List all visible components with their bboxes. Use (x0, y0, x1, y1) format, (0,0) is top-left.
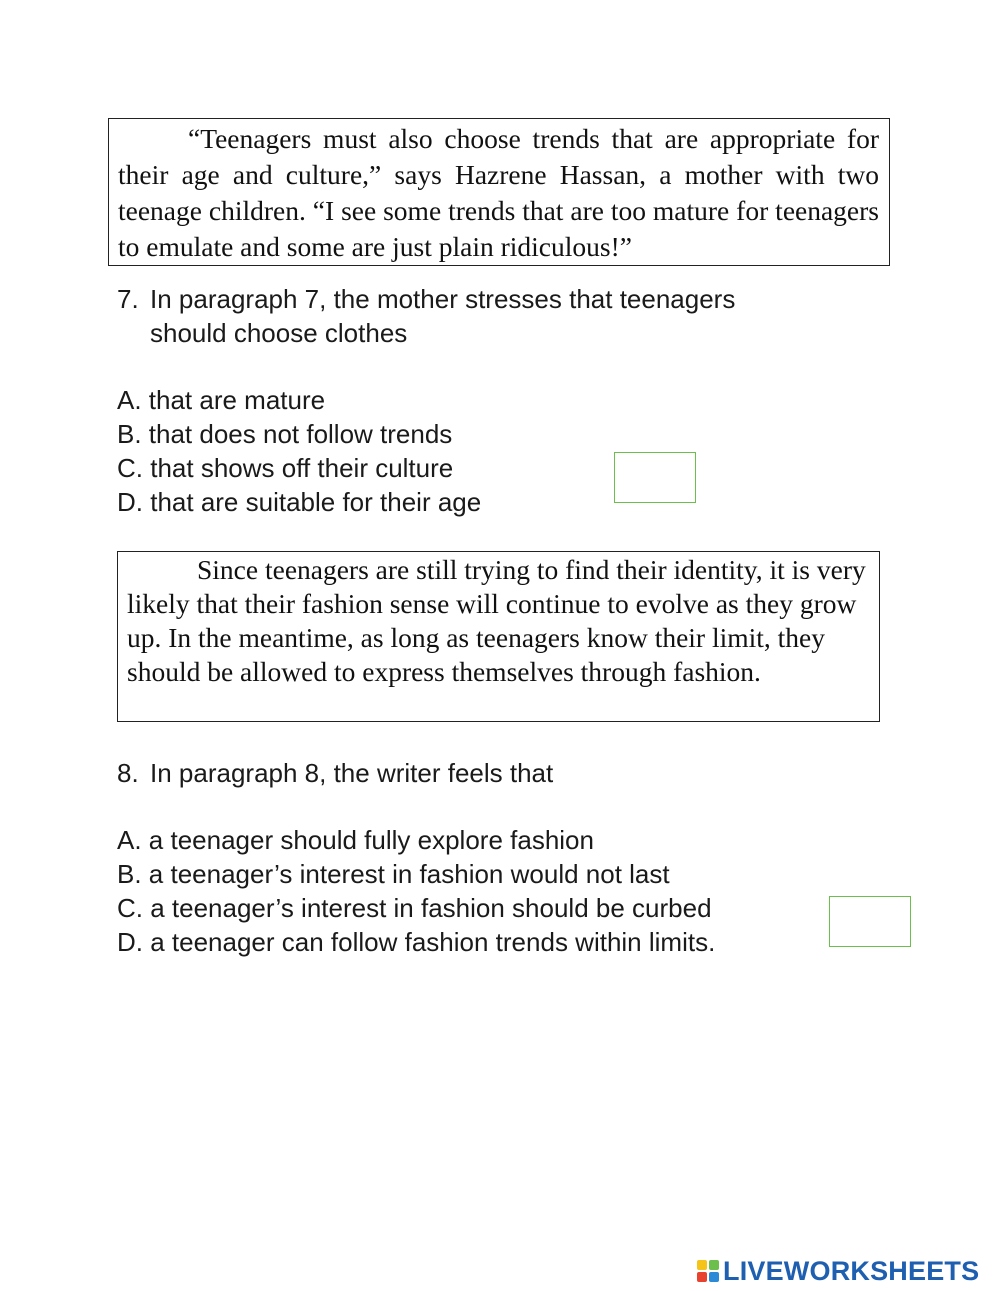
question-7-number: 7. (117, 284, 139, 314)
passage-7-text: “Teenagers must also choose trends that are appropriate for their age and culture,” says Hazrene Hassan, a mother with two teenage children. “I see some trends that are too mature for teenagers to emulate and some are just plain ridiculous!” (118, 123, 879, 262)
question-7-answer-box[interactable] (614, 452, 696, 503)
question-7-option-d: D. that are suitable for their age (117, 487, 482, 517)
question-7 (117, 282, 877, 350)
question-7-text-line2: should choose clothes (150, 318, 408, 348)
logo-block-3 (697, 1272, 707, 1282)
question-7-option-c: C. that shows off their culture (117, 453, 454, 483)
question-8-answer-box[interactable] (829, 896, 911, 947)
question-8-text: In paragraph 8, the writer feels that (150, 758, 554, 788)
logo-block-4 (709, 1272, 719, 1282)
logo-block-1 (697, 1260, 707, 1270)
question-8 (117, 756, 877, 790)
liveworksheets-blocks-icon (697, 1260, 719, 1282)
question-7-text-line1: In paragraph 7, the mother stresses that teenagers (150, 284, 736, 314)
question-8-number: 8. (117, 758, 139, 788)
logo-block-2 (709, 1260, 719, 1270)
logo-text: LIVEWORKSHEETS (723, 1255, 980, 1286)
question-7-option-a: A. that are mature (117, 385, 326, 415)
passage-paragraph-8 (117, 551, 880, 722)
passage-8-text: Since teenagers are still trying to find their identity, it is very likely that their fashion sense will continue to evolve as they grow up. In the meantime, as long as teenagers know their limit, they should be allowed to express themselves through fashion. (127, 554, 866, 687)
question-8-option-b: B. a teenager’s interest in fashion would not last (117, 859, 670, 889)
passage-paragraph-7 (108, 118, 890, 266)
question-8-options (117, 823, 715, 959)
liveworksheets-logo (697, 1256, 979, 1286)
question-8-option-c: C. a teenager’s interest in fashion should be curbed (117, 893, 712, 923)
question-8-option-a: A. a teenager should fully explore fashion (117, 825, 594, 855)
question-7-options (117, 383, 481, 519)
question-7-option-b: B. that does not follow trends (117, 419, 453, 449)
question-8-option-d: D. a teenager can follow fashion trends within limits. (117, 927, 716, 957)
